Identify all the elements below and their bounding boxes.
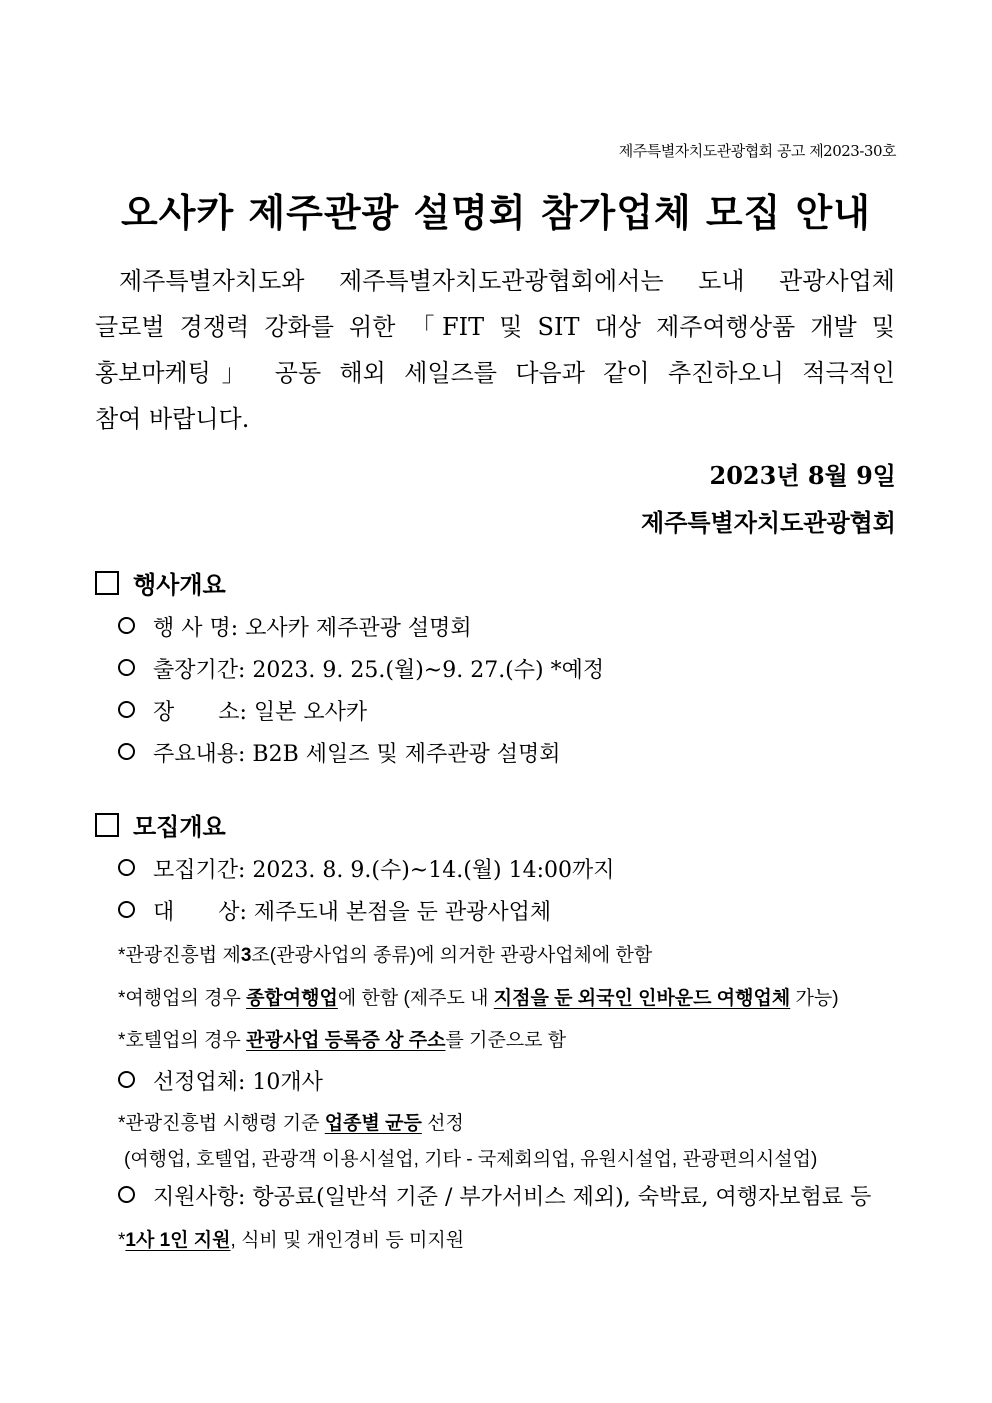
page-title: 오사카 제주관광 설명회 참가업체 모집 안내 bbox=[121, 191, 871, 235]
circle-bullet-icon bbox=[118, 701, 135, 718]
list-item bbox=[118, 653, 604, 684]
list-item bbox=[118, 737, 561, 768]
item-text: 출장기간: 2023. 9. 25.(월)~9. 27.(수) *예정 bbox=[153, 658, 605, 683]
list-item bbox=[118, 895, 551, 926]
intro-line: 글로벌 경쟁력 강화를 위한 「FIT 및 SIT 대상 제주여행상품 개발 및 bbox=[95, 313, 895, 341]
note-text: 조(관광사업의 종류)에 의거한 관광사업체에 한함 bbox=[251, 945, 653, 966]
item-text: 주요내용: B2B 세일즈 및 제주관광 설명회 bbox=[153, 742, 561, 767]
notice-date: 2023년 8월 9일 bbox=[709, 461, 896, 490]
note-text: , 식비 및 개인경비 등 미지원 bbox=[230, 1230, 465, 1251]
note-line bbox=[118, 983, 839, 1010]
intro-line: 홍보마케팅」 공동 해외 세일즈를 다음과 같이 추진하오니 적극적인 bbox=[95, 359, 895, 387]
note-text: * bbox=[118, 1230, 126, 1251]
item-text: 선정업체: 10개사 bbox=[153, 1070, 323, 1095]
checkbox-square-icon bbox=[95, 571, 119, 595]
intro-paragraph bbox=[95, 258, 895, 442]
note-line: (여행업, 호텔업, 관광객 이용시설업, 기타 - 국제회의업, 유원시설업, 관광편의시설업) bbox=[124, 1149, 818, 1170]
organization-name: 제주특별자치도관광협회 bbox=[640, 508, 896, 537]
intro-line: 참여 바랍니다. bbox=[95, 405, 250, 433]
section-heading-text: 행사개요 bbox=[133, 570, 226, 599]
circle-bullet-icon bbox=[118, 659, 135, 676]
note-text: 에 한함 (제주도 내 bbox=[337, 988, 494, 1009]
circle-bullet-icon bbox=[118, 617, 135, 634]
note-emphasis: 지점을 둔 외국인 인바운드 여행업체 bbox=[493, 988, 791, 1009]
circle-bullet-icon bbox=[118, 743, 135, 760]
item-text: 지원사항: 항공료(일반석 기준 / 부가서비스 제외), 숙박료, 여행자보험료 등 bbox=[153, 1185, 872, 1210]
note-text: 가능) bbox=[790, 988, 839, 1009]
note-emphasis: 종합여행업 bbox=[246, 988, 338, 1009]
item-text: 모집기간: 2023. 8. 9.(수)~14.(월) 14:00까지 bbox=[153, 858, 615, 883]
checkbox-square-icon bbox=[95, 813, 119, 837]
note-text: *관광진흥법 제 bbox=[118, 945, 241, 966]
circle-bullet-icon bbox=[118, 1186, 135, 1203]
list-item bbox=[118, 1065, 323, 1096]
note-text: 를 기준으로 함 bbox=[445, 1030, 567, 1051]
list-item bbox=[118, 611, 472, 642]
circle-bullet-icon bbox=[118, 1071, 135, 1088]
notice-number: 제주특별자치도관광협회 공고 제2023-30호 bbox=[618, 142, 896, 160]
note-line bbox=[118, 1225, 464, 1252]
note-line bbox=[118, 940, 652, 967]
list-item bbox=[118, 1180, 871, 1211]
section-heading bbox=[95, 807, 226, 842]
intro-line: 제주특별자치도와 제주특별자치도관광협회에서는 도내 관광사업체 bbox=[119, 267, 895, 295]
note-text: *여행업의 경우 bbox=[118, 988, 247, 1009]
note-emphasis: 1사 1인 지원 bbox=[125, 1230, 231, 1251]
item-text: 장 소: 일본 오사카 bbox=[153, 700, 368, 725]
circle-bullet-icon bbox=[118, 901, 135, 918]
note-line bbox=[118, 1108, 464, 1135]
item-text: 대 상: 제주도내 본점을 둔 관광사업체 bbox=[153, 900, 552, 925]
note-text: *관광진흥법 시행령 기준 bbox=[118, 1113, 325, 1134]
section-heading-text: 모집개요 bbox=[133, 812, 226, 841]
circle-bullet-icon bbox=[118, 859, 135, 876]
note-text: 선정 bbox=[421, 1113, 464, 1134]
list-item bbox=[118, 853, 615, 884]
note-emphasis: 업종별 균등 bbox=[324, 1113, 422, 1134]
note-text: 3 bbox=[240, 945, 252, 966]
note-emphasis: 관광사업 등록증 상 주소 bbox=[246, 1030, 446, 1051]
item-text: 행 사 명: 오사카 제주관광 설명회 bbox=[153, 616, 472, 641]
note-line bbox=[118, 1025, 566, 1052]
section-heading bbox=[95, 565, 226, 600]
list-item bbox=[118, 695, 367, 726]
note-text: *호텔업의 경우 bbox=[118, 1030, 247, 1051]
